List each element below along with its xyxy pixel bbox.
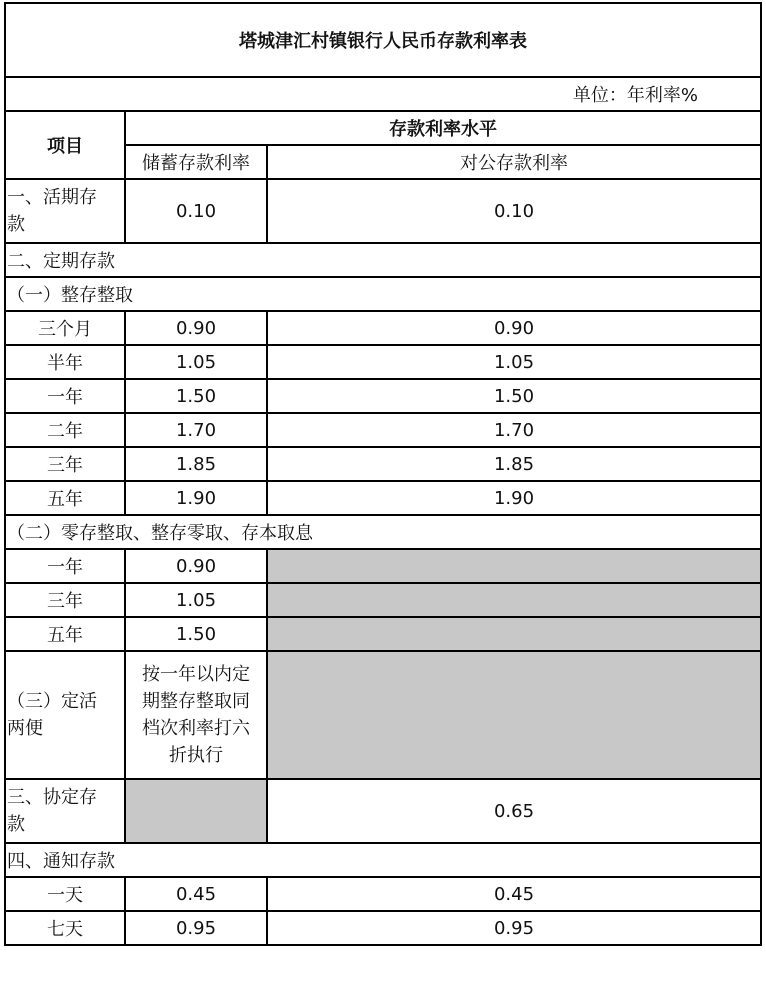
demand-label [5, 179, 125, 243]
header-item: 项目 [5, 111, 125, 179]
flexible-label [5, 651, 125, 779]
table-row [5, 379, 761, 413]
header-savings: 储蓄存款利率 [125, 145, 267, 179]
demand-label-line2: 款 [7, 214, 25, 235]
corporate-cell: 1.50 [267, 379, 761, 413]
lump-sum-label: （一）整存整取 [5, 277, 761, 311]
flexible-note [125, 651, 267, 779]
term-cell: 三年 [5, 583, 125, 617]
corporate-cell: 1.90 [267, 481, 761, 515]
savings-cell: 0.90 [125, 549, 267, 583]
demand-savings: 0.10 [125, 179, 267, 243]
table-row [5, 617, 761, 651]
table-row [5, 311, 761, 345]
savings-cell: 0.90 [125, 311, 267, 345]
corporate-cell: 1.05 [267, 345, 761, 379]
agreement-corporate: 0.65 [267, 779, 761, 843]
notice-label: 四、通知存款 [5, 843, 761, 877]
term-cell: 半年 [5, 345, 125, 379]
rate-table [4, 2, 760, 974]
savings-cell: 1.50 [125, 379, 267, 413]
corporate-cell: 0.95 [267, 911, 761, 945]
term-cell: 一天 [5, 877, 125, 911]
table-row [5, 877, 761, 911]
empty-cell [267, 549, 761, 583]
table-row [5, 583, 761, 617]
flexible-label-line1: （三）定活 [7, 691, 97, 712]
table-row [5, 345, 761, 379]
term-cell: 一年 [5, 549, 125, 583]
flexible-note-line: 按一年以内定 [142, 664, 250, 685]
corporate-cell: 0.45 [267, 877, 761, 911]
savings-cell: 1.50 [125, 617, 267, 651]
term-cell: 五年 [5, 481, 125, 515]
agreement-label [5, 779, 125, 843]
corporate-cell: 0.90 [267, 311, 761, 345]
empty-cell [267, 583, 761, 617]
savings-cell: 1.70 [125, 413, 267, 447]
table-row [5, 911, 761, 945]
savings-cell: 1.05 [125, 345, 267, 379]
savings-cell: 1.90 [125, 481, 267, 515]
table-row [5, 481, 761, 515]
header-corporate: 对公存款利率 [267, 145, 761, 179]
flexible-note-line: 档次利率打六 [142, 718, 250, 739]
savings-cell: 0.95 [125, 911, 267, 945]
corporate-cell: 1.85 [267, 447, 761, 481]
installment-label: （二）零存整取、整存零取、存本取息 [5, 515, 761, 549]
unit-label: 单位：年利率% [5, 77, 761, 111]
agreement-label-line1: 三、协定存 [7, 787, 97, 808]
term-cell: 七天 [5, 911, 125, 945]
table-row [5, 447, 761, 481]
agreement-label-line2: 款 [7, 814, 25, 835]
term-cell: 三个月 [5, 311, 125, 345]
corporate-cell: 1.70 [267, 413, 761, 447]
demand-corporate: 0.10 [267, 179, 761, 243]
term-cell: 五年 [5, 617, 125, 651]
term-cell: 二年 [5, 413, 125, 447]
header-rate-level: 存款利率水平 [125, 111, 761, 145]
empty-cell [267, 617, 761, 651]
empty-cell [125, 779, 267, 843]
demand-label-line1: 一、活期存 [7, 187, 97, 208]
table-row [5, 413, 761, 447]
savings-cell: 1.85 [125, 447, 267, 481]
table-row [5, 549, 761, 583]
term-cell: 三年 [5, 447, 125, 481]
time-deposit-label: 二、定期存款 [5, 243, 761, 277]
flexible-note-line: 期整存整取同 [142, 691, 250, 712]
savings-cell: 1.05 [125, 583, 267, 617]
savings-cell: 0.45 [125, 877, 267, 911]
term-cell: 一年 [5, 379, 125, 413]
page-title: 塔城津汇村镇银行人民币存款利率表 [5, 3, 761, 77]
flexible-note-line: 折执行 [169, 745, 223, 766]
flexible-label-line2: 两便 [7, 718, 43, 739]
empty-cell [267, 651, 761, 779]
